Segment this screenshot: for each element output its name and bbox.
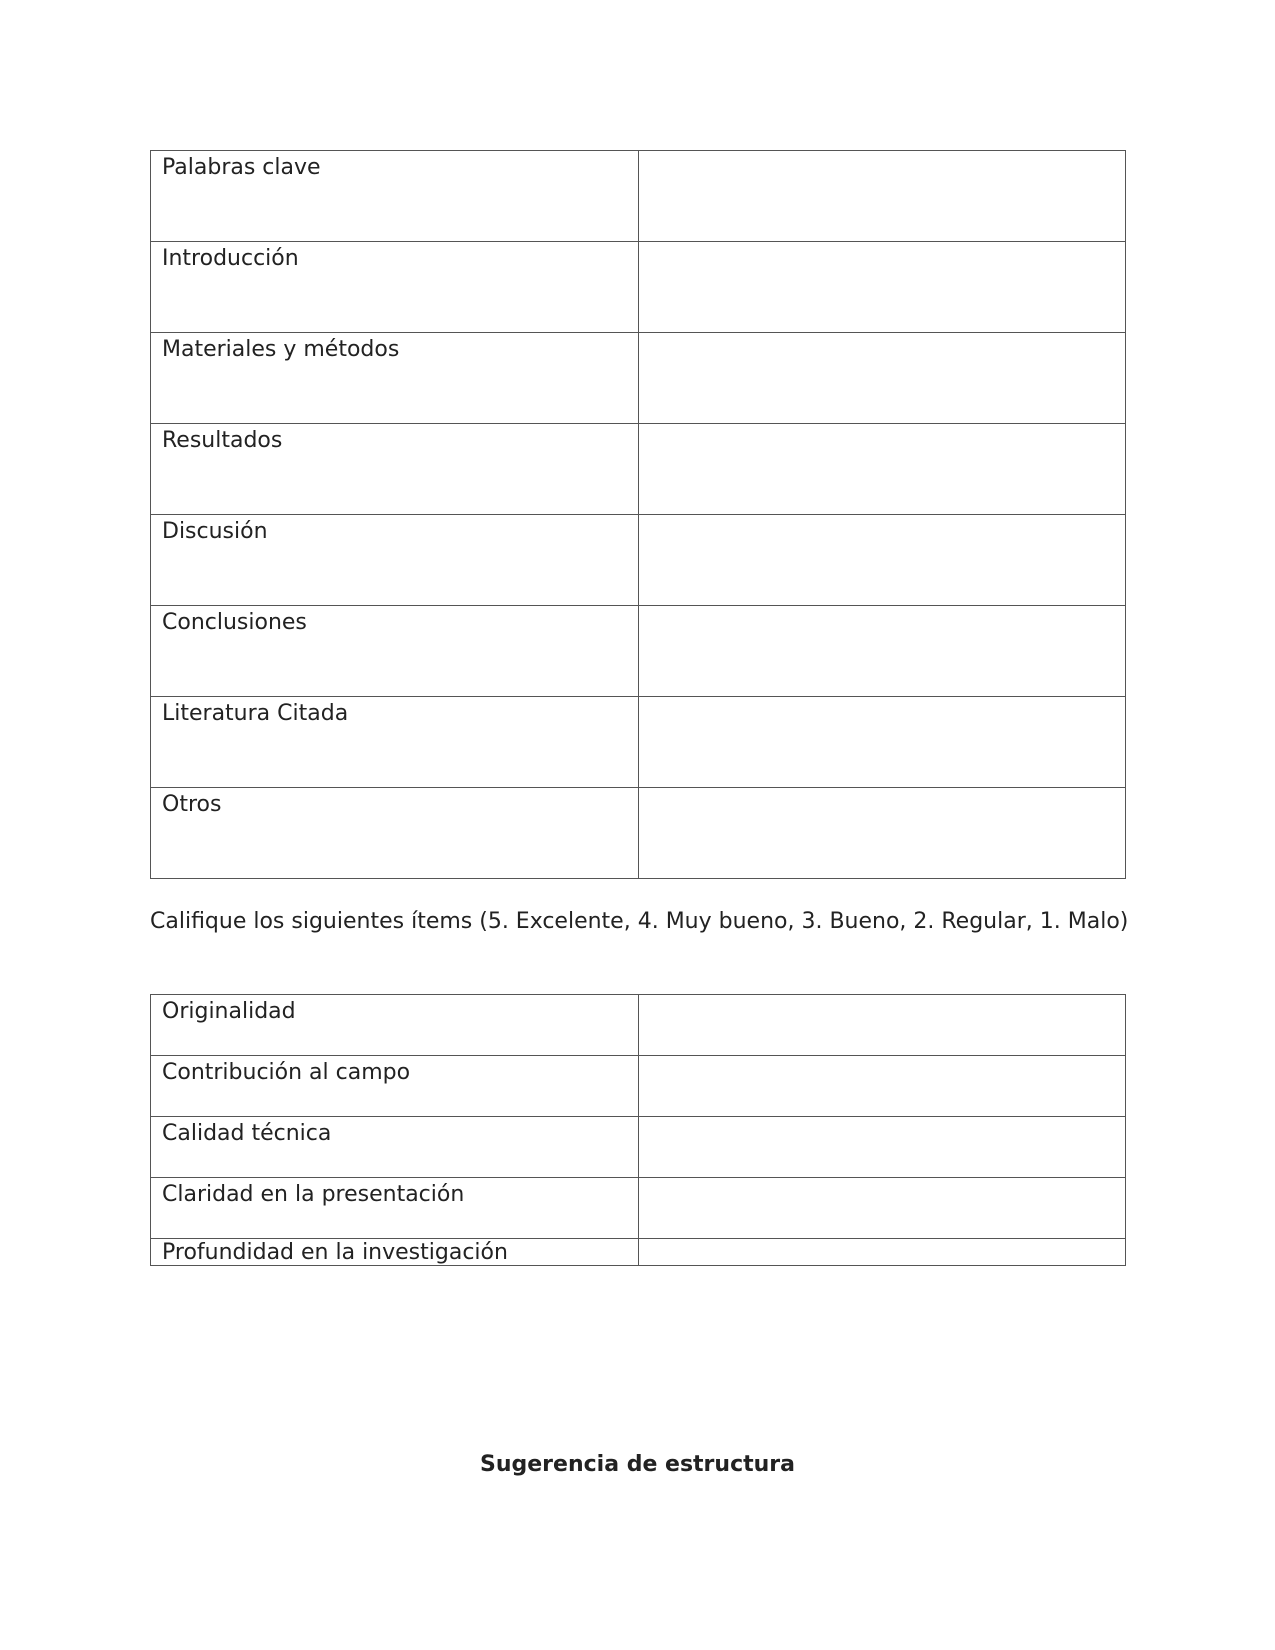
table-row <box>151 788 1126 879</box>
row-value-cell[interactable] <box>638 1056 1126 1117</box>
sections-table <box>150 150 1126 879</box>
table-row <box>151 1239 1126 1266</box>
row-label: Profundidad en la investigación <box>151 1239 639 1266</box>
rating-table <box>150 994 1126 1266</box>
row-value-cell[interactable] <box>638 151 1126 242</box>
table-row <box>151 606 1126 697</box>
table-row <box>151 995 1126 1056</box>
row-label: Introducción <box>151 242 639 333</box>
section-heading: Sugerencia de estructura <box>480 1452 795 1477</box>
row-value-cell[interactable] <box>638 515 1126 606</box>
row-value-cell[interactable] <box>638 1239 1126 1266</box>
row-label: Literatura Citada <box>151 697 639 788</box>
row-value-cell[interactable] <box>638 995 1126 1056</box>
table-row <box>151 1117 1126 1178</box>
row-value-cell[interactable] <box>638 333 1126 424</box>
row-label: Palabras clave <box>151 151 639 242</box>
row-label: Calidad técnica <box>151 1117 639 1178</box>
row-label: Materiales y métodos <box>151 333 639 424</box>
row-label: Contribución al campo <box>151 1056 639 1117</box>
row-label: Originalidad <box>151 995 639 1056</box>
row-value-cell[interactable] <box>638 697 1126 788</box>
table-row <box>151 515 1126 606</box>
table-row <box>151 242 1126 333</box>
row-value-cell[interactable] <box>638 424 1126 515</box>
row-label: Discusión <box>151 515 639 606</box>
table-row <box>151 697 1126 788</box>
table-row <box>151 151 1126 242</box>
table-row <box>151 333 1126 424</box>
table-row <box>151 1056 1126 1117</box>
row-value-cell[interactable] <box>638 242 1126 333</box>
row-label: Claridad en la presentación <box>151 1178 639 1239</box>
row-value-cell[interactable] <box>638 788 1126 879</box>
row-label: Resultados <box>151 424 639 515</box>
row-value-cell[interactable] <box>638 606 1126 697</box>
rating-instruction: Califique los siguientes ítems (5. Excelente, 4. Muy bueno, 3. Bueno, 2. Regular, 1. Malo) <box>150 909 1129 934</box>
row-label: Conclusiones <box>151 606 639 697</box>
row-value-cell[interactable] <box>638 1117 1126 1178</box>
row-value-cell[interactable] <box>638 1178 1126 1239</box>
table-row <box>151 424 1126 515</box>
row-label: Otros <box>151 788 639 879</box>
table-row <box>151 1178 1126 1239</box>
